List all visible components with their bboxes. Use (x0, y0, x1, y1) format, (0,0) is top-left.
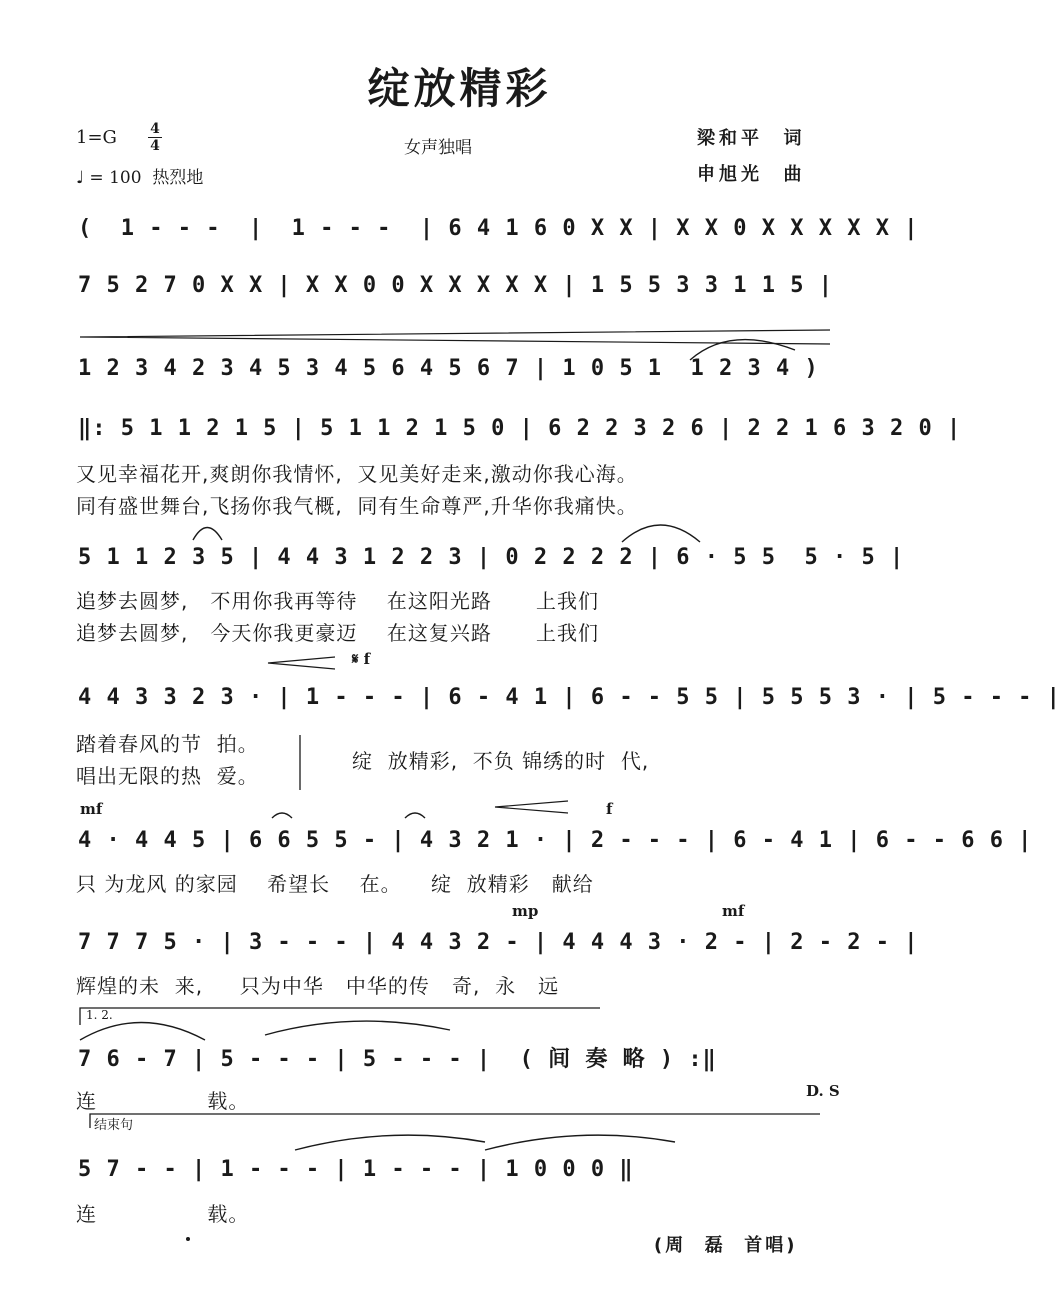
dynamic-mf-2: mf (722, 902, 745, 920)
notation-row-2: 7 5 2 7 0 X X | X X 0 0 X X X X X | 1 5 5 3 3 1 1 5 | (78, 273, 833, 298)
dynamic-mp: mp (512, 902, 539, 920)
dynamic-f-2: f (606, 800, 613, 818)
notation-row-9: 7 6 - 7 | 5 - - - | 5 - - - | ( 间 奏 略 ) :‖ (78, 1047, 717, 1072)
notation-row-5: 5 1 1 2 3 5 | 4 4 3 1 2 2 3 | 0 2 2 2 2 | 6 · 5 5 5 · 5 | (78, 545, 905, 570)
stray-dot (186, 1237, 190, 1241)
slur-3 (622, 525, 700, 542)
time-signature-bottom: 4 (148, 137, 162, 154)
notation-row-7: 4 · 4 4 5 | 6 6 5 5 - | 4 3 2 1 · | 2 - - - | 6 - 4 1 | 6 - - 6 6 | (78, 828, 1033, 853)
volta-label: 1. 2. (86, 1008, 113, 1022)
segno-forte: 𝄋 f (352, 650, 371, 668)
lyric-line-6: 唱出无限的热 爱。 (76, 764, 259, 788)
lyric-line-1: 又见幸福花开,爽朗你我情怀, 又见美好走来,激动你我心海。 (76, 462, 638, 486)
voice-type: 女声独唱 (404, 138, 472, 158)
notation-row-10: 5 7 - - | 1 - - - | 1 - - - | 1 0 0 0 ‖ (78, 1157, 634, 1182)
lyric-line-8: 只 为龙风 的家园 希望长 在。 绽 放精彩 献给 (76, 872, 594, 896)
notation-row-6: 4 4 3 3 2 3 · | 1 - - - | 6 - 4 1 | 6 - - 5 5 | 5 5 5 3 · | 5 - - - | (78, 685, 1061, 710)
tempo-marking: ♩ = 100 热烈地 (76, 168, 204, 188)
lyric-line-10: 连 载。 (76, 1089, 250, 1113)
slur-4 (272, 813, 292, 818)
lyric-line-11: 连 载。 (76, 1202, 250, 1226)
lyric-line-3: 追梦去圆梦, 不用你我再等待 在这阳光路 上我们 (76, 589, 600, 613)
dal-segno: D. S (806, 1082, 840, 1100)
notation-row-3: 1 2 3 4 2 3 4 5 3 4 5 6 4 5 6 7 | 1 0 5 1 1 2 3 4 ) (78, 356, 819, 381)
lyric-line-5: 踏着春风的节 拍。 (76, 732, 259, 756)
decrescendo-hairpin-2 (268, 657, 335, 669)
slur-7 (265, 1021, 450, 1035)
lyric-line-4: 追梦去圆梦, 今天你我更豪迈 在这复兴路 上我们 (76, 621, 600, 645)
lyric-line-9: 辉煌的未 来, 只为中华 中华的传 奇, 永 远 (76, 974, 560, 998)
lyric-line-2: 同有盛世舞台,飞扬你我气概, 同有生命尊严,升华你我痛快。 (76, 494, 638, 518)
dynamic-mf-1: mf (80, 800, 103, 818)
notation-row-1: ( 1 - - - | 1 - - - | 6 4 1 6 0 X X | X X 0 X X X X X | (78, 216, 919, 241)
singer-credit: (周 磊 首唱) (654, 1235, 798, 1256)
song-title: 绽放精彩 (367, 64, 552, 113)
key-signature: 1=G (76, 127, 117, 148)
slur-6 (80, 1023, 205, 1041)
ending-bracket (90, 1114, 820, 1128)
decrescendo-hairpin-3 (495, 801, 568, 813)
slur-8 (295, 1135, 485, 1150)
lyric-line-7: 绽 放精彩, 不负 锦绣的时 代, (352, 749, 650, 773)
ending-label: 结束句 (94, 1118, 134, 1133)
slur-5 (405, 813, 425, 818)
slur-9 (485, 1135, 675, 1150)
composer-credit: 申旭光 曲 (697, 164, 806, 185)
notation-row-8: 7 7 7 5 · | 3 - - - | 4 4 3 2 - | 4 4 4 3 · 2 - | 2 - 2 - | (78, 930, 919, 955)
decrescendo-hairpin-1 (80, 330, 830, 344)
time-signature-top: 4 (150, 121, 160, 137)
notation-row-4: ‖: 5 1 1 2 1 5 | 5 1 1 2 1 5 0 | 6 2 2 3 2 6 | 2 2 1 6 3 2 0 | (78, 416, 962, 441)
lyricist-credit: 梁和平 词 (697, 128, 806, 149)
slur-2 (193, 528, 222, 541)
